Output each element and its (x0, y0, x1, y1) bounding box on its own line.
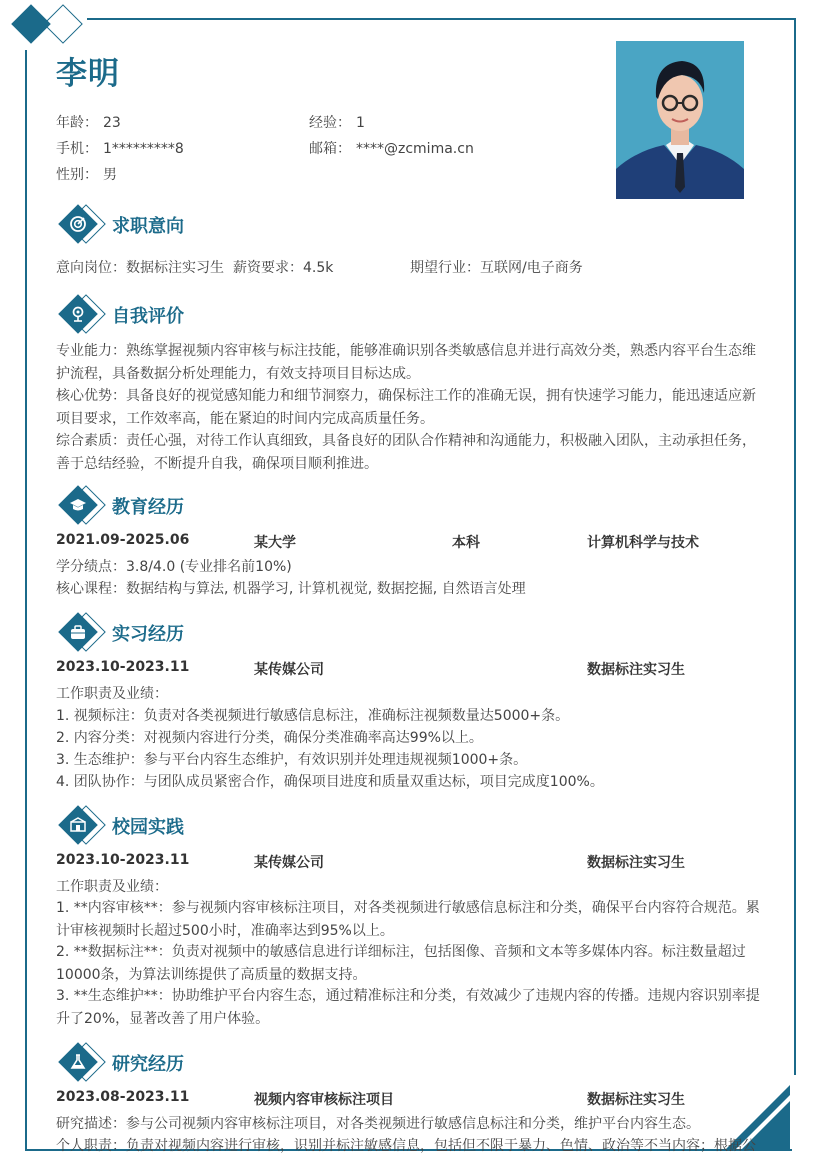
research-description: 研究描述：参与公司视频内容审核标注项目，对各类视频进行敏感信息标注和分类，维护平台内容生态。 (56, 1116, 700, 1132)
education-gpa: 学分绩点：3.8/4.0 (专业排名前10%) (56, 559, 292, 575)
intent-industry: 期望行业：互联网/电子商务 (410, 260, 583, 276)
campus-company: 某传媒公司 (254, 855, 324, 871)
campus-intro: 工作职责及业绩： (56, 879, 168, 895)
info-value: ****@zcmima.cn (356, 141, 474, 157)
info-value: 23 (103, 115, 121, 131)
info-value: 1*********8 (103, 141, 184, 157)
education-courses: 核心课程：数据结构与算法, 机器学习, 计算机视觉, 数据挖掘, 自然语言处理 (56, 581, 526, 597)
internship-role: 数据标注实习生 (587, 662, 685, 678)
internship-company: 某传媒公司 (254, 662, 324, 678)
internship-line: 4. 团队协作：与团队成员紧密合作，确保项目进度和质量双重达标，项目完成度100%。 (56, 774, 604, 790)
corner-diamond-filled-icon (11, 4, 51, 44)
section-title: 自我评价 (112, 306, 184, 327)
internship-period: 2023.10-2023.11 (56, 659, 190, 675)
person-portrait-icon (616, 41, 744, 199)
frame-left-line (25, 50, 27, 1151)
education-degree: 本科 (452, 535, 480, 551)
candidate-name: 李明 (56, 56, 120, 92)
education-period: 2021.09-2025.06 (56, 532, 190, 548)
campus-item: 1. **内容审核**：参与视频内容审核标注项目，对各类视频进行敏感信息标注和分类，确保平台内容符合规范。累计审核视频时长超过500小时，准确率达到95%以上。 (56, 900, 760, 939)
section-title: 教育经历 (112, 497, 184, 518)
flower-icon (67, 303, 89, 325)
campus-item: 2. **数据标注**：负责对视频中的敏感信息进行详细标注，包括图像、音频和文本等多媒体内容。标注数量超过10000条，为算法训练提供了高质量的数据支持。 (56, 944, 746, 983)
info-value: 1 (356, 115, 365, 131)
internship-row (56, 659, 768, 681)
flask-icon (67, 1051, 89, 1073)
info-experience (309, 112, 365, 132)
campus-row (56, 852, 768, 874)
research-period: 2023.08-2023.11 (56, 1089, 190, 1105)
education-school: 某大学 (254, 535, 296, 551)
campus-period: 2023.10-2023.11 (56, 852, 190, 868)
research-row (56, 1089, 768, 1111)
info-email (309, 138, 474, 158)
frame-top-line (87, 18, 796, 20)
education-major: 计算机科学与技术 (587, 535, 699, 551)
section-title: 校园实践 (112, 817, 184, 838)
info-label: 年龄： (56, 115, 98, 131)
info-label: 经验： (309, 115, 351, 131)
target-icon (67, 213, 89, 235)
frame-right-line (794, 18, 796, 1151)
info-age (56, 112, 121, 132)
info-label: 性别： (56, 167, 98, 183)
research-role: 数据标注实习生 (587, 1092, 685, 1108)
research-duties: 个人职责：负责对视频内容进行审核，识别并标注敏感信息，包括但不限于暴力、色情、政治等不当内容；根据公 (56, 1138, 756, 1154)
self-eval-strengths: 核心优势：具备良好的视觉感知能力和细节洞察力，确保标注工作的准确无误，拥有快速学习能力，能迅速适应新项目要求，工作效率高，能在紧迫的时间内完成高质量任务。 (56, 388, 756, 427)
self-eval-professional: 专业能力：熟练掌握视频内容审核与标注技能，能够准确识别各类敏感信息并进行高效分类，熟悉内容平台生态维护流程，具备数据分析处理能力，有效支持项目目标达成。 (56, 343, 756, 382)
briefcase-icon (67, 621, 89, 643)
section-title: 实习经历 (112, 624, 184, 645)
internship-line: 3. 生态维护：参与平台内容生态维护，有效识别并处理违规视频1000+条。 (56, 752, 528, 768)
graduation-cap-icon (67, 494, 89, 516)
internship-line: 工作职责及业绩： (56, 686, 168, 702)
research-project: 视频内容审核标注项目 (254, 1092, 394, 1108)
internship-line: 1. 视频标注：负责对各类视频进行敏感信息标注，准确标注视频数量达5000+条。 (56, 708, 570, 724)
building-icon (67, 814, 89, 836)
info-label: 邮箱： (309, 141, 351, 157)
section-title: 研究经历 (112, 1054, 184, 1075)
education-row (56, 532, 768, 554)
info-label: 手机： (56, 141, 98, 157)
info-value: 男 (103, 167, 117, 183)
profile-photo (616, 41, 744, 199)
info-gender (56, 164, 117, 184)
internship-line: 2. 内容分类：对视频内容进行分类，确保分类准确率高达99%以上。 (56, 730, 483, 746)
campus-role: 数据标注实习生 (587, 855, 685, 871)
info-phone (56, 138, 184, 158)
section-title: 求职意向 (112, 216, 184, 237)
intent-position: 意向岗位：数据标注实习生 (56, 260, 224, 276)
campus-item: 3. **生态维护**：协助维护平台内容生态，通过精准标注和分类，有效减少了违规内容的传播。违规内容识别率提升了20%，显著改善了用户体验。 (56, 988, 760, 1027)
self-eval-qualities: 综合素质：责任心强，对待工作认真细致，具备良好的团队合作精神和沟通能力，积极融入团队，主动承担任务，善于总结经验，不断提升自我，确保项目顺利推进。 (56, 433, 756, 472)
intent-salary: 薪资要求：4.5k (233, 260, 334, 276)
